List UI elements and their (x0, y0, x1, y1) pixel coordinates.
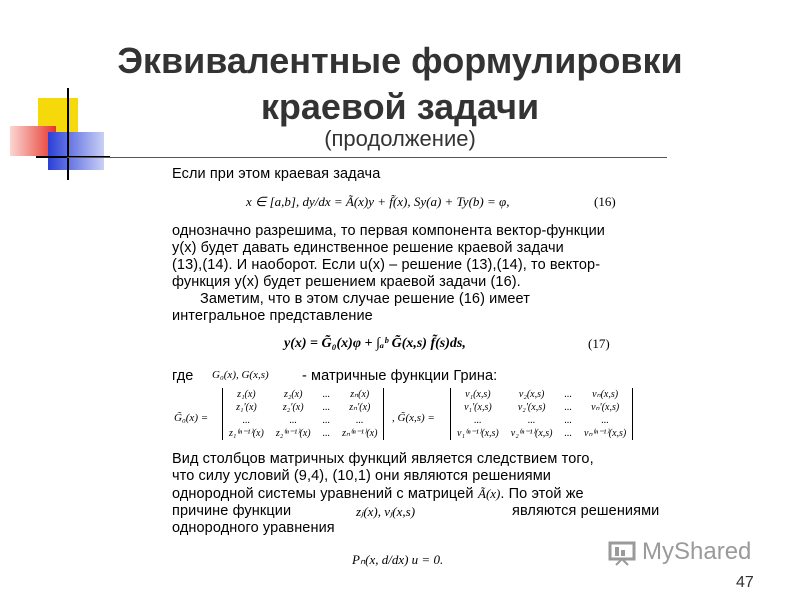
green-text: - матричные функции Грина: (302, 368, 498, 384)
matrix-g-cell: vₙ′(x,s) (591, 402, 620, 413)
matrix-g0-row (223, 388, 384, 401)
page-number: 47 (736, 574, 754, 591)
matrix-g0-cell: ... (242, 415, 251, 426)
matrix-g-cell: ... (474, 415, 482, 426)
matrix-g0-cell: z₂′(x) (282, 402, 304, 413)
matrix-g-cell: v₂(x,s) (518, 389, 545, 400)
matrix-g-row (451, 388, 633, 401)
matrix-g-cell: ... (564, 389, 572, 400)
paragraph-3-line-2: что силу условий (9,4), (10,1) они являются решениями (172, 468, 552, 484)
matrix-g-label: , G̃(x,s) = (392, 412, 435, 424)
matrix-g0 (222, 388, 384, 440)
matrix-g0-cell: ... (289, 415, 297, 426)
matrix-g-cell: v₁(x,s) (465, 389, 491, 400)
paragraph-3-line-3-start: однородной системы уравнений с матрицей (172, 486, 474, 502)
matrix-g0-cell: zₙ⁽ⁿ⁻¹⁾(x) (342, 428, 378, 439)
matrix-g0-cell: ... (322, 428, 331, 439)
paragraph-2-line-2: интегральное представление (172, 308, 373, 324)
matrix-g0-cell: ... (322, 415, 331, 426)
matrix-g0-cell: ... (322, 402, 331, 413)
matrix-g-cell: v₂⁽ⁿ⁻¹⁾(x,s) (510, 428, 553, 439)
matrix-g-cell: ... (601, 415, 609, 426)
paragraph-3-line-4-symbols: zⱼ(x), vⱼ(x,s) (356, 504, 416, 519)
paragraph-1-line-3: (13),(14). И наоборот. Если u(x) – решение (13),(14), то вектор- (172, 257, 601, 273)
paragraph-3-line-4-end: являются решениями (512, 503, 660, 519)
matrix-g0-cell: z₂(x) (283, 389, 303, 400)
paragraph-1-line-4: функция y(x) будет решением краевой задачи (16). (172, 274, 521, 290)
matrix-g-row (451, 401, 633, 414)
matrix-g0-row (223, 427, 384, 440)
paragraph-3-line-1: Вид столбцов матричных функций является следствием того, (172, 451, 594, 467)
matrix-g (450, 388, 633, 440)
paragraph-3-line-3-end: . По этой же (500, 486, 584, 502)
matrix-g0-cell: z₁⁽ⁿ⁻¹⁾(x) (229, 428, 264, 439)
paragraph-1-line-2: y(x) будет давать единственное решение краевой задачи (172, 240, 564, 256)
matrix-g0-cell: zₙ(x) (350, 389, 370, 400)
matrix-g0-cell: zₙ′(x) (349, 402, 371, 413)
paragraph-3-line-3 (172, 485, 584, 503)
equation-final: Pₙ(x, d/dx) u = 0. (352, 552, 444, 567)
paragraph-3-line-4-start: причине функции (172, 503, 292, 519)
matrix-g-cell: vₙ⁽ⁿ⁻¹⁾(x,s) (584, 428, 627, 439)
matrix-g-row (451, 427, 633, 440)
matrix-g-row (451, 414, 633, 427)
matrix-g-cell: ... (527, 415, 536, 426)
paragraph-2-line-1: Заметим, что в этом случае решение (16) имеет (200, 291, 530, 307)
matrix-g0-cell: z₂⁽ⁿ⁻¹⁾(x) (275, 428, 311, 439)
slide-title-line1: Эквивалентные формулировки (117, 40, 683, 81)
matrix-g-cell: ... (564, 428, 572, 439)
matrix-symbol: Ã(x) (478, 486, 501, 501)
equation-16-number: (16) (594, 194, 616, 209)
slide-subtitle: (продолжение) (324, 126, 476, 151)
matrix-g-cell: ... (564, 415, 572, 426)
green-symbols: G₀(x), G(x,s) (212, 369, 269, 381)
matrix-g0-cell: ... (356, 415, 364, 426)
slide-title-line2: краевой задачи (260, 86, 540, 127)
matrix-g0-cell: ... (322, 389, 331, 400)
matrix-g0-row (223, 401, 384, 414)
matrix-g-cell: v₂′(x,s) (517, 402, 546, 413)
intro-line: Если при этом краевая задача (172, 166, 381, 182)
paragraph-1-line-1: однозначно разрешима, то первая компонента вектор-функции (172, 223, 605, 239)
equation-17: y(x) = G̃₀(x)φ + ∫ₐᵇ G̃(x,s) f̃(s)ds, (284, 336, 466, 351)
equation-16: x ∈ [a,b], dy/dx = Ã(x)y + f̃(x), Sy(a) + Ty(b) = φ, (246, 194, 510, 209)
matrix-g0-label: G̃₀(x) = (174, 412, 209, 424)
matrix-g-cell: v₁⁽ⁿ⁻¹⁾(x,s) (457, 428, 499, 439)
matrix-g0-row (223, 414, 384, 427)
equation-17-number: (17) (588, 336, 610, 351)
matrix-g-cell: ... (564, 402, 572, 413)
myshared-logo (608, 538, 768, 572)
logo-text: MyShared (642, 538, 752, 565)
matrix-g-cell: vₙ(x,s) (592, 389, 619, 400)
title-rule (67, 157, 667, 158)
matrix-g0-cell: z₁(x) (237, 389, 256, 400)
green-where: где (172, 368, 194, 384)
matrix-g-cell: v₁′(x,s) (464, 402, 492, 413)
paragraph-3-line-5: однородного уравнения (172, 520, 335, 536)
matrix-g0-cell: z₁′(x) (236, 402, 257, 413)
presentation-board-icon (608, 540, 636, 564)
